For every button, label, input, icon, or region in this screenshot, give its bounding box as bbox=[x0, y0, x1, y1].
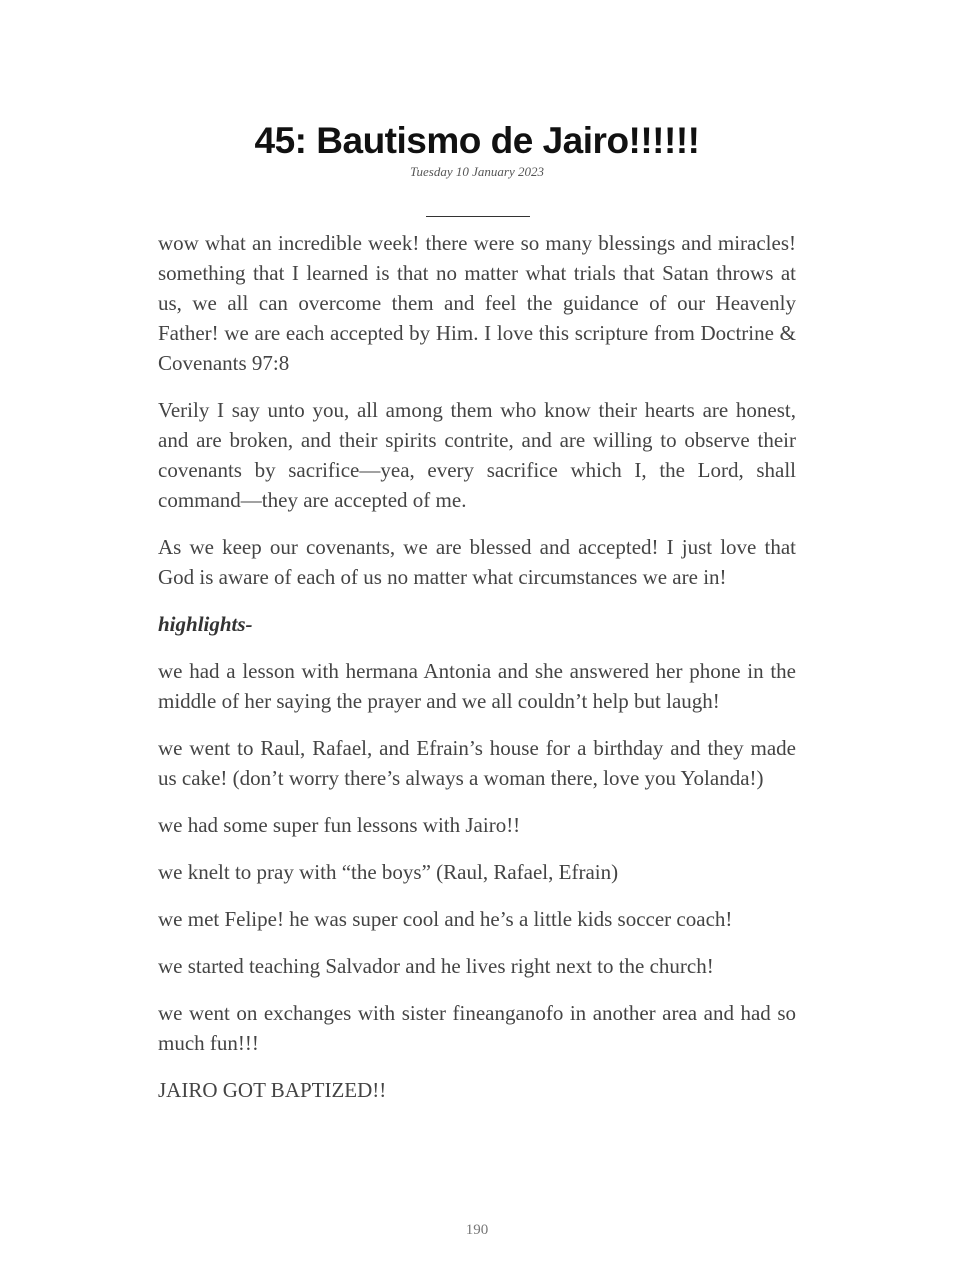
post-body bbox=[158, 228, 796, 1122]
list-item: we knelt to pray with “the boys” (Raul, Rafael, Efrain) bbox=[158, 860, 619, 884]
title-divider bbox=[426, 216, 530, 217]
paragraph-intro: wow what an incredible week! there were so many blessings and miracles! something that I learned is that no matter what trials that Satan throws at us, we all can overcome them and feel the guidance of our Heavenly Father! we are each accepted by Him. I love this scripture from Doctrine & Covenants 97:8 bbox=[158, 231, 796, 375]
list-item: we went to Raul, Rafael, and Efrain’s house for a birthday and they made us cake! (don’t worry there’s always a woman there, love you Yolanda!) bbox=[158, 736, 796, 790]
highlights-heading: highlights- bbox=[158, 612, 253, 636]
page-title: 45: Bautismo de Jairo!!!!!! bbox=[254, 120, 700, 161]
paragraph-scripture: Verily I say unto you, all among them who know their hearts are honest, and are broken, and their spirits contrite, and are willing to observe their covenants by sacrifice—yea, every sacrifice which I, the Lord, shall command—they are accepted of me. bbox=[158, 398, 796, 512]
list-item: we started teaching Salvador and he lives right next to the church! bbox=[158, 954, 714, 978]
page-number: 190 bbox=[465, 1222, 489, 1238]
list-item: we had a lesson with hermana Antonia and she answered her phone in the middle of her saying the prayer and we all couldn’t help but laugh! bbox=[158, 659, 796, 713]
list-item: JAIRO GOT BAPTIZED!! bbox=[158, 1078, 387, 1102]
paragraph-covenants: As we keep our covenants, we are blessed and accepted! I just love that God is aware of each of us no matter what circumstances we are in! bbox=[158, 535, 796, 589]
list-item: we met Felipe! he was super cool and he’s a little kids soccer coach! bbox=[158, 907, 733, 931]
list-item: we had some super fun lessons with Jairo!! bbox=[158, 813, 521, 837]
post-date: Tuesday 10 January 2023 bbox=[410, 164, 544, 179]
list-item: we went on exchanges with sister fineanganofo in another area and had so much fun!!! bbox=[158, 1001, 796, 1055]
